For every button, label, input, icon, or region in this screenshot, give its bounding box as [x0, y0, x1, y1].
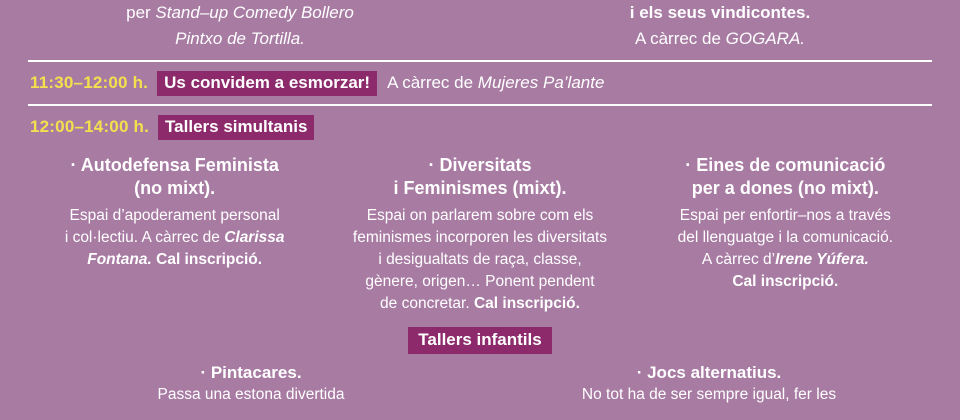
kids-jocs-body-line1: No tot ha de ser sempre igual, fer les [581, 386, 837, 403]
top-right-line2-italic: GOGARA. [725, 29, 806, 48]
kids-jocs-title: · Jocs alternatius. [636, 363, 782, 382]
workshop-autodefensa-title-line1: · Autodefensa Feminista [70, 155, 279, 175]
workshop-diversitats-body-line4: gènere, origen… Ponent pendent [365, 273, 595, 290]
workshop-diversitats-body-line3: i desigualtats de raça, classe, [378, 251, 582, 268]
workshop-autodefensa-signup: Cal inscripció. [151, 251, 263, 268]
workshop-eines-title-line2: per a dones (no mixt). [691, 178, 879, 198]
top-right-line2 [510, 26, 930, 52]
workshop-diversitats-title [337, 154, 622, 200]
top-partial-block [0, 0, 960, 60]
workshop-diversitats-signup: Cal inscripció. [473, 295, 580, 312]
workshop-eines-title [643, 154, 928, 200]
workshop-eines-signup: Cal inscripció. [732, 273, 839, 290]
top-left-column [30, 0, 480, 60]
workshop-autodefensa-title [32, 154, 317, 200]
schedule-row-tallers [0, 106, 960, 148]
workshop-autodefensa-body [32, 205, 317, 271]
esmorzar-credit-prefix: A càrrec de [387, 73, 478, 92]
highlight-esmorzar: Us convidem a esmorzar! [157, 71, 377, 96]
workshop-autodefensa [22, 154, 327, 315]
time-label-1200: 12:00–14:00 h. [30, 117, 150, 136]
workshop-diversitats-body-line5 [337, 293, 622, 315]
workshop-eines-body-line2: del llenguatge i la comunicació. [677, 229, 894, 246]
kids-workshop-jocs [480, 362, 938, 406]
workshops-columns [0, 148, 960, 315]
workshop-eines-body-line1: Espai per enfortir–nos a través [679, 207, 891, 224]
workshop-diversitats-title-line1: · Diversitats [428, 155, 532, 175]
kids-workshop-pintacares [22, 362, 480, 406]
workshop-diversitats [327, 154, 632, 315]
kids-pintacares-body-line1: Passa una estona divertida [157, 386, 345, 403]
workshop-eines-body [643, 205, 928, 293]
highlight-tallers-infantils: Tallers infantils [408, 327, 551, 354]
top-right-line1: i els seus vindicontes. [629, 3, 811, 22]
top-right-column [480, 0, 930, 60]
workshop-autodefensa-presenter-first: Clarissa [224, 229, 285, 246]
kids-heading-wrap [0, 327, 960, 354]
workshop-eines-comunicacio [633, 154, 938, 315]
top-left-line2: Pintxo de Tortilla. [175, 29, 305, 48]
kids-pintacares-title: · Pintacares. [200, 363, 302, 382]
workshop-autodefensa-presenter-last: Fontana. [87, 251, 152, 268]
workshop-eines-body-line3 [643, 249, 928, 271]
workshop-eines-body-line3-plain: A càrrec d’ [701, 251, 776, 268]
workshop-diversitats-body-line5-plain: de concretar. [380, 295, 474, 312]
workshop-autodefensa-title-line2: (no mixt). [134, 178, 216, 198]
esmorzar-credit [387, 73, 604, 93]
time-label-1130: 11:30–12:00 h. [30, 73, 149, 92]
workshop-eines-title-line1: · Eines de comunicació [685, 155, 886, 175]
workshop-eines-presenter: Irene Yúfera. [775, 251, 869, 268]
workshop-diversitats-body [337, 205, 622, 315]
schedule-row-esmorzar [0, 62, 960, 104]
workshop-diversitats-body-line2: feminismes incorporen les diversitats [352, 229, 608, 246]
workshop-autodefensa-body-line2 [32, 227, 317, 249]
highlight-tallers-simultanis: Tallers simultanis [158, 115, 314, 140]
top-left-line1-prefix: per [126, 3, 156, 22]
workshop-diversitats-title-line2: i Feminismes (mixt). [393, 178, 567, 198]
top-left-line1-italic: Stand–up Comedy Bollero [155, 3, 354, 22]
top-right-line2-prefix: A càrrec de [634, 29, 726, 48]
workshop-diversitats-body-line1: Espai on parlarem sobre com els [366, 207, 594, 224]
top-left-line1 [30, 0, 450, 26]
workshop-autodefensa-body-line3 [32, 249, 317, 271]
workshop-autodefensa-body-line2-plain: i col·lectiu. A càrrec de [64, 229, 225, 246]
kids-columns [0, 354, 960, 406]
esmorzar-credit-org: Mujeres Pa’lante [477, 73, 605, 92]
workshop-autodefensa-body-line1: Espai d’apoderament personal [69, 207, 280, 224]
